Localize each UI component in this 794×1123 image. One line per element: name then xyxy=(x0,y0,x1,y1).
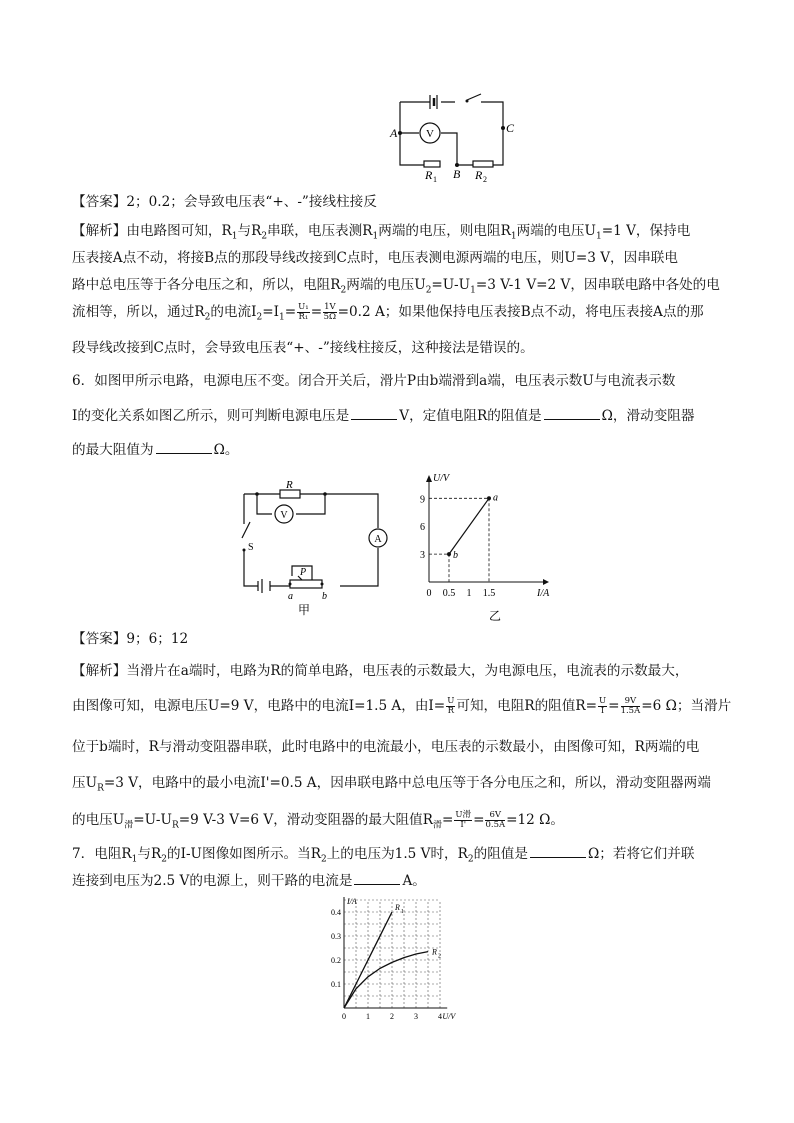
fraction xyxy=(323,303,337,322)
data-point xyxy=(487,496,491,500)
analysis-6-line-1 xyxy=(72,662,732,680)
sub: 1 xyxy=(131,854,138,865)
y-tick-label: 0.2 xyxy=(331,956,341,965)
x-tick-label: 1 xyxy=(466,588,472,599)
fraction xyxy=(598,697,607,716)
y-tick-label: 0.4 xyxy=(331,908,341,917)
sub: 2 xyxy=(425,285,432,296)
text: =3 V，电路中的最小电流I'=0.5 A，因串联电路中总电压等于各分电压之和，所以，滑动变阻器两端 xyxy=(103,775,711,791)
text: 流相等，所以，通过R xyxy=(72,304,205,320)
point-a-label: a xyxy=(493,492,498,504)
data-point xyxy=(447,552,451,556)
analysis-tag: 【解析】 xyxy=(72,663,127,679)
answer-tag: 【答案】 xyxy=(72,194,127,210)
text: 的电压U xyxy=(72,812,125,828)
y-axis-label: U/V xyxy=(433,473,450,484)
r2-label: R xyxy=(475,168,483,182)
r1-curve-label: R xyxy=(395,903,400,912)
denominator: 1.5A xyxy=(620,706,641,716)
question-7-line-2 xyxy=(72,872,732,890)
analysis-6-line-3: 位于b端时，R与滑动变阻器串联，此时电路中的电流最小，电压表的示数最小，由图像可知，R两端的电 xyxy=(72,739,700,755)
r2-curve-label: R xyxy=(432,947,437,957)
analysis-5-line-1 xyxy=(72,222,732,246)
analysis-tag: 【解析】 xyxy=(72,223,127,239)
slider-p-label: P xyxy=(300,567,307,578)
x-axis-label: U/V xyxy=(442,1012,456,1021)
sub: 2 xyxy=(467,854,474,865)
text: 当滑片在a端时，电路为R的简单电路，电压表的示数最大，为电源电压，电流表的示数最大， xyxy=(126,663,689,679)
sub: 2 xyxy=(256,312,263,323)
node-c-label: C xyxy=(506,121,515,135)
text: =1 V，保持电 xyxy=(601,223,691,239)
numerator: U xyxy=(447,696,455,706)
text: Ω。 xyxy=(213,442,239,458)
text: A。 xyxy=(402,873,426,889)
y-axis-arrow xyxy=(426,475,432,482)
x-tick-label: 4 xyxy=(438,1012,442,1021)
text: = xyxy=(608,698,620,714)
text: 两端的电压U xyxy=(346,277,426,293)
answer-text: 2；0.2；会导致电压表“+、-”接线柱接反 xyxy=(126,194,377,210)
circuit-diagram-jia xyxy=(232,478,392,618)
text: I的变化关系如图乙所示，则可判断电源电压是 xyxy=(72,408,350,424)
text: =0.2 A；如果他保持电压表接B点不动，将电压表接A点的那 xyxy=(337,304,704,320)
text: 可知，电阻R的阻值R= xyxy=(456,698,597,714)
analysis-6-line-4 xyxy=(72,774,732,798)
answer-5 xyxy=(72,193,732,211)
numerator: 1V xyxy=(324,302,336,312)
node-b-label: B xyxy=(453,167,461,181)
text: 由图像可知，电源电压U=9 V，电路中的电流I=1.5 A，由I= xyxy=(72,698,446,714)
answer-6 xyxy=(72,630,732,648)
sub: R xyxy=(171,820,179,831)
y-tick-label: 6 xyxy=(420,522,425,534)
text: = xyxy=(310,304,323,320)
r1-sub: 1 xyxy=(433,175,437,184)
chart-iu-graph xyxy=(322,895,472,1025)
y-axis-label: I/A xyxy=(347,897,357,906)
denominator: R₁ xyxy=(298,312,309,322)
analysis-5-line-4 xyxy=(72,303,732,327)
x-axis-label: I/A xyxy=(537,588,550,599)
sub: 1 xyxy=(470,285,476,296)
text: V，定值电阻R的阻值是 xyxy=(399,408,542,424)
y-tick-label: 9 xyxy=(420,494,425,506)
ammeter-label: A xyxy=(374,534,382,545)
voltmeter-label: V xyxy=(426,128,434,140)
text: =U-U xyxy=(133,812,172,828)
x-axis-arrow xyxy=(543,579,549,585)
analysis-6-line-2 xyxy=(72,697,732,716)
numerator: U xyxy=(599,696,607,706)
denominator: I' xyxy=(460,820,467,830)
text: =12 Ω。 xyxy=(506,812,564,828)
text: 串联，电压表测R xyxy=(267,223,373,239)
text: 与R xyxy=(237,223,262,239)
denominator: 5Ω xyxy=(323,312,337,322)
voltmeter-label: V xyxy=(280,510,288,521)
question-6-line-1: 6．如图甲所示电路，电源电压不变。闭合开关后，滑片P由b端滑到a端，电压表示数U与电流表示数 xyxy=(72,373,676,389)
fraction xyxy=(454,811,472,830)
x-tick-label: 0.5 xyxy=(442,588,456,599)
r1-curve-sub: 1 xyxy=(401,909,404,915)
text: Ω，滑动变阻器 xyxy=(601,408,695,424)
text: 两端的电压，则电阻R xyxy=(378,223,511,239)
sub: 滑 xyxy=(432,820,442,831)
answer-blank[interactable] xyxy=(156,441,212,454)
text: 7．电阻R xyxy=(72,846,132,862)
analysis-5-line-2: 压表接A点不动，将接B点的那段导线改接到C点时，电压表测电源两端的电压，则U=3 V，因串联电 xyxy=(72,250,678,266)
x-tick-label: 1 xyxy=(366,1012,370,1021)
sub: 1 xyxy=(510,231,517,242)
y-tick-label: 3 xyxy=(420,550,425,562)
text: 路中总电压等于各分电压之和，所以，电阻R xyxy=(72,277,341,293)
answer-blank[interactable] xyxy=(544,407,600,420)
numerator: U₁ xyxy=(298,302,309,312)
text: 的最大阻值为 xyxy=(72,442,154,458)
answer-blank[interactable] xyxy=(530,845,586,858)
circuit-diagram-1 xyxy=(385,90,525,185)
chart-yi xyxy=(415,472,565,622)
switch-label: S xyxy=(248,542,254,553)
fraction xyxy=(446,697,455,716)
sub: 2 xyxy=(320,854,327,865)
y-tick-label: 0.3 xyxy=(331,932,341,941)
x-tick-label: 2 xyxy=(390,1012,394,1021)
x-tick-label: 0 xyxy=(342,1012,346,1021)
fraction xyxy=(621,697,641,716)
question-6-line-2 xyxy=(72,407,732,425)
denominator: I xyxy=(600,706,605,716)
text: 与R xyxy=(137,846,162,862)
data-line xyxy=(449,498,489,554)
numerator: 6V xyxy=(485,811,505,821)
analysis-6-line-5 xyxy=(72,811,732,835)
answer-text: 9；6；12 xyxy=(126,631,189,647)
sub: 1 xyxy=(596,231,602,242)
sub: 2 xyxy=(261,231,268,242)
text: 压U xyxy=(72,775,98,791)
text: 上的电压为1.5 V时，R xyxy=(326,846,468,862)
x-tick-label: 0 xyxy=(426,588,432,599)
text: = xyxy=(442,812,454,828)
x-tick-label: 3 xyxy=(414,1012,418,1021)
sub: 1 xyxy=(231,231,238,242)
figure-caption-jia: 甲 xyxy=(297,603,311,617)
denominator: R xyxy=(447,706,454,716)
fraction xyxy=(485,811,505,830)
text: =3 V-1 V=2 V，因串联电路中各处的电 xyxy=(475,277,720,293)
analysis-5-line-5: 段导线改接到C点时，会导致电压表“+、-”接线柱接反，这种接法是错误的。 xyxy=(72,340,534,356)
numerator: U滑 xyxy=(455,810,472,820)
sub: 滑 xyxy=(124,820,134,831)
x-tick-label: 1.5 xyxy=(482,588,496,599)
sub: 1 xyxy=(278,312,285,323)
text: Ω；若将它们并联 xyxy=(587,846,695,862)
text: = xyxy=(473,812,485,828)
sub: 2 xyxy=(161,854,167,865)
fraction xyxy=(297,303,310,322)
text: 的阻值是 xyxy=(473,846,528,862)
text: 的电流I xyxy=(210,304,257,320)
text: 的I-U图像如图所示。当R xyxy=(166,846,321,862)
text: =6 Ω；当滑片 xyxy=(641,698,732,714)
answer-blank[interactable] xyxy=(351,407,397,420)
end-a-label: a xyxy=(288,591,293,602)
resistor-r-label: R xyxy=(286,479,293,491)
sub: 1 xyxy=(372,231,379,242)
text: = xyxy=(284,304,297,320)
r1-label: R xyxy=(425,168,433,182)
text: 两端的电压U xyxy=(516,223,596,239)
r2-sub: 2 xyxy=(483,175,487,184)
text: =9 V-3 V=6 V，滑动变阻器的最大阻值R xyxy=(178,812,433,828)
end-b-label: b xyxy=(322,591,327,602)
question-7-line-1 xyxy=(72,845,732,869)
numerator: 9V xyxy=(621,697,641,707)
text: =U-U xyxy=(431,277,471,293)
text: 由电路图可知，R xyxy=(126,223,232,239)
question-6-line-3 xyxy=(72,441,732,459)
sub: R xyxy=(97,783,104,794)
text: 连接到电压为2.5 V的电源上，则干路的电流是 xyxy=(72,873,353,889)
answer-blank[interactable] xyxy=(354,872,400,885)
y-tick-label: 0.1 xyxy=(331,980,341,989)
r2-curve-sub: 2 xyxy=(438,953,441,960)
answer-tag: 【答案】 xyxy=(72,631,127,647)
analysis-5-line-3 xyxy=(72,276,732,300)
point-b-label: b xyxy=(453,550,458,562)
sub: 2 xyxy=(204,312,211,323)
denominator: 0.5A xyxy=(485,820,506,830)
text: =I xyxy=(262,304,279,320)
figure-caption-yi: 乙 xyxy=(488,609,502,622)
sub: 2 xyxy=(340,285,347,296)
node-a-label: A xyxy=(390,126,398,140)
